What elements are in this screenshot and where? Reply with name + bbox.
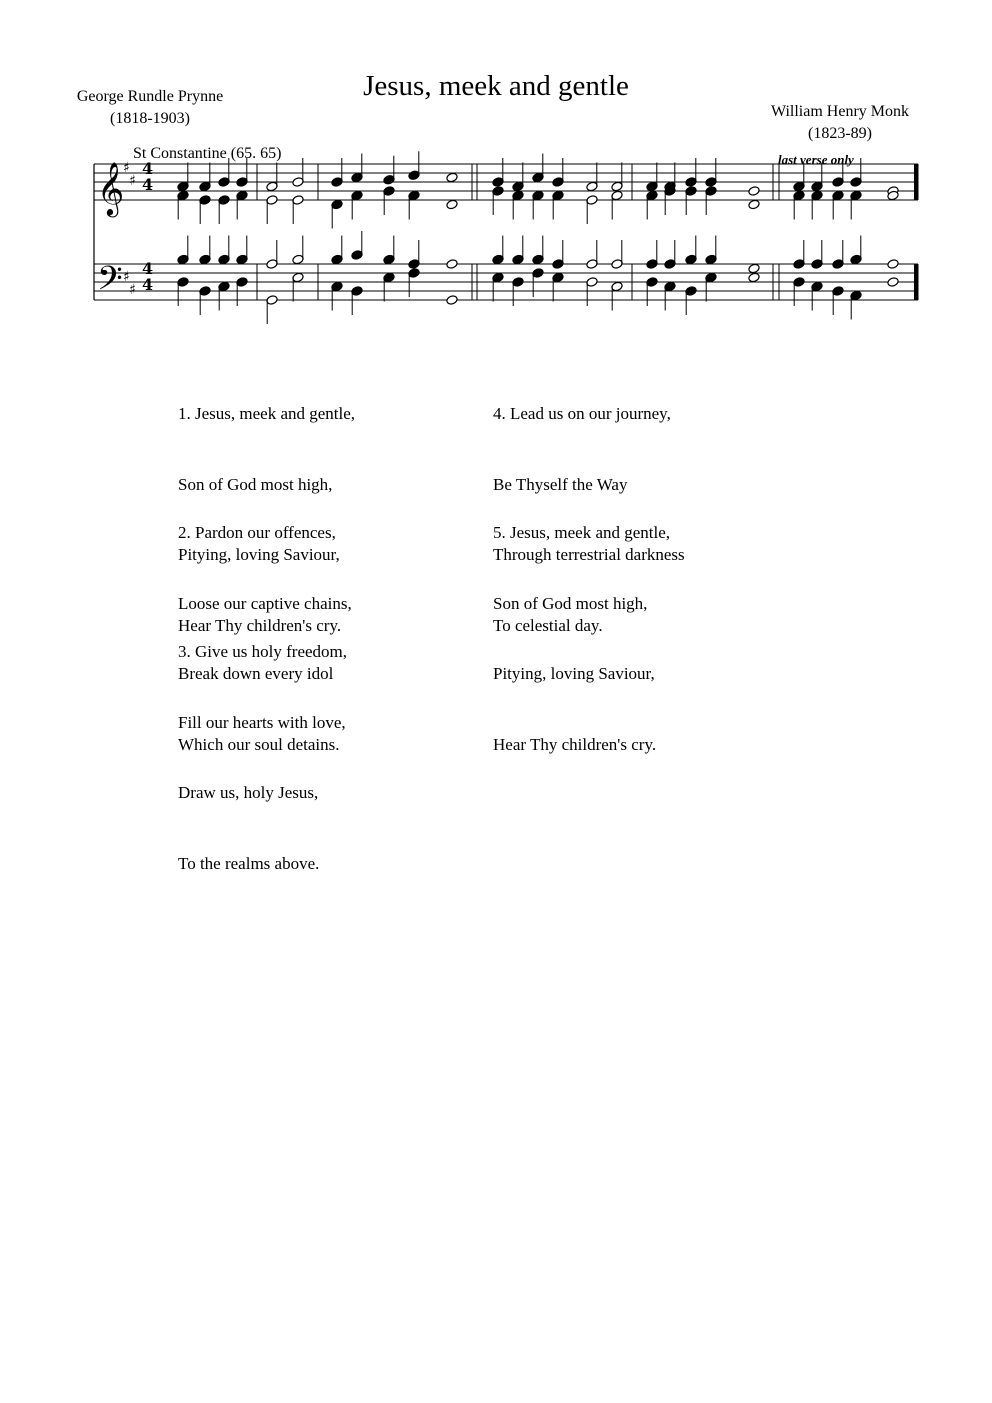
note-head: [446, 259, 458, 270]
treble-clef: 𝄞: [97, 161, 125, 215]
verse-line: Son of God most high,: [178, 474, 333, 494]
note-head: [748, 263, 760, 274]
verse-line: Pitying, loving Saviour,: [178, 545, 340, 564]
author-name: George Rundle Prynne: [76, 88, 224, 105]
verse-line: Draw us, holy Jesus,: [178, 783, 319, 802]
verse-line: Break down every idol: [178, 664, 334, 683]
verse-line: Loose our captive chains,: [178, 593, 352, 613]
verse-line: Through terrestrial darkness: [493, 545, 685, 564]
time-signature-digit: 4: [142, 259, 154, 278]
note-head: [887, 277, 899, 288]
note-head: [748, 272, 760, 283]
music-score: [0, 0, 992, 360]
final-barline: [914, 164, 918, 200]
hymn-title: Jesus, meek and gentle: [363, 70, 629, 102]
tune-label: St Constantine (65. 65): [133, 145, 282, 162]
verse-line: 2. Pardon our offences,: [178, 523, 336, 542]
verse-line: Hear Thy children's cry.: [493, 734, 657, 754]
verse-line: To celestial day.: [493, 615, 603, 635]
verse-line: 5. Jesus, meek and gentle,: [493, 523, 671, 542]
note-head: [887, 259, 899, 270]
time-signature-digit: 4: [142, 175, 154, 194]
note-head: [446, 172, 458, 183]
note-head: [748, 199, 760, 210]
composer-dates: (1823-89): [808, 125, 872, 142]
verse-line: Pitying, loving Saviour,: [493, 664, 655, 683]
verse-5: [493, 474, 670, 780]
verse-line: Hear Thy children's cry.: [178, 615, 342, 635]
sharp-sign: ♯: [129, 173, 136, 189]
time-signature-digit: 4: [142, 275, 154, 294]
verse-line: Which our soul detains.: [178, 734, 340, 754]
time-signature-digit: 4: [142, 159, 154, 178]
verse-line: To the realms above.: [178, 853, 320, 873]
bass-clef: 𝄢: [97, 260, 123, 306]
composer-name: William Henry Monk: [771, 103, 909, 120]
verse-line: 3. Give us holy freedom,: [178, 642, 348, 661]
last-verse-label: last verse only: [778, 152, 854, 167]
verse-line: Son of God most high,: [493, 593, 648, 613]
final-barline: [914, 264, 918, 300]
sharp-sign: ♯: [123, 160, 130, 176]
verse-line: Be Thyself the Way: [493, 474, 628, 494]
author-dates: (1818-1903): [110, 110, 190, 127]
verse-3: [178, 593, 347, 899]
note-head: [748, 186, 760, 197]
sharp-sign: ♯: [123, 269, 130, 285]
sharp-sign: ♯: [129, 282, 136, 298]
note-head: [446, 295, 458, 306]
verse-line: 4. Lead us on our journey,: [493, 404, 671, 423]
note-head: [446, 199, 458, 210]
verse-line: 1. Jesus, meek and gentle,: [178, 404, 356, 423]
verse-line: Fill our hearts with love,: [178, 712, 346, 732]
